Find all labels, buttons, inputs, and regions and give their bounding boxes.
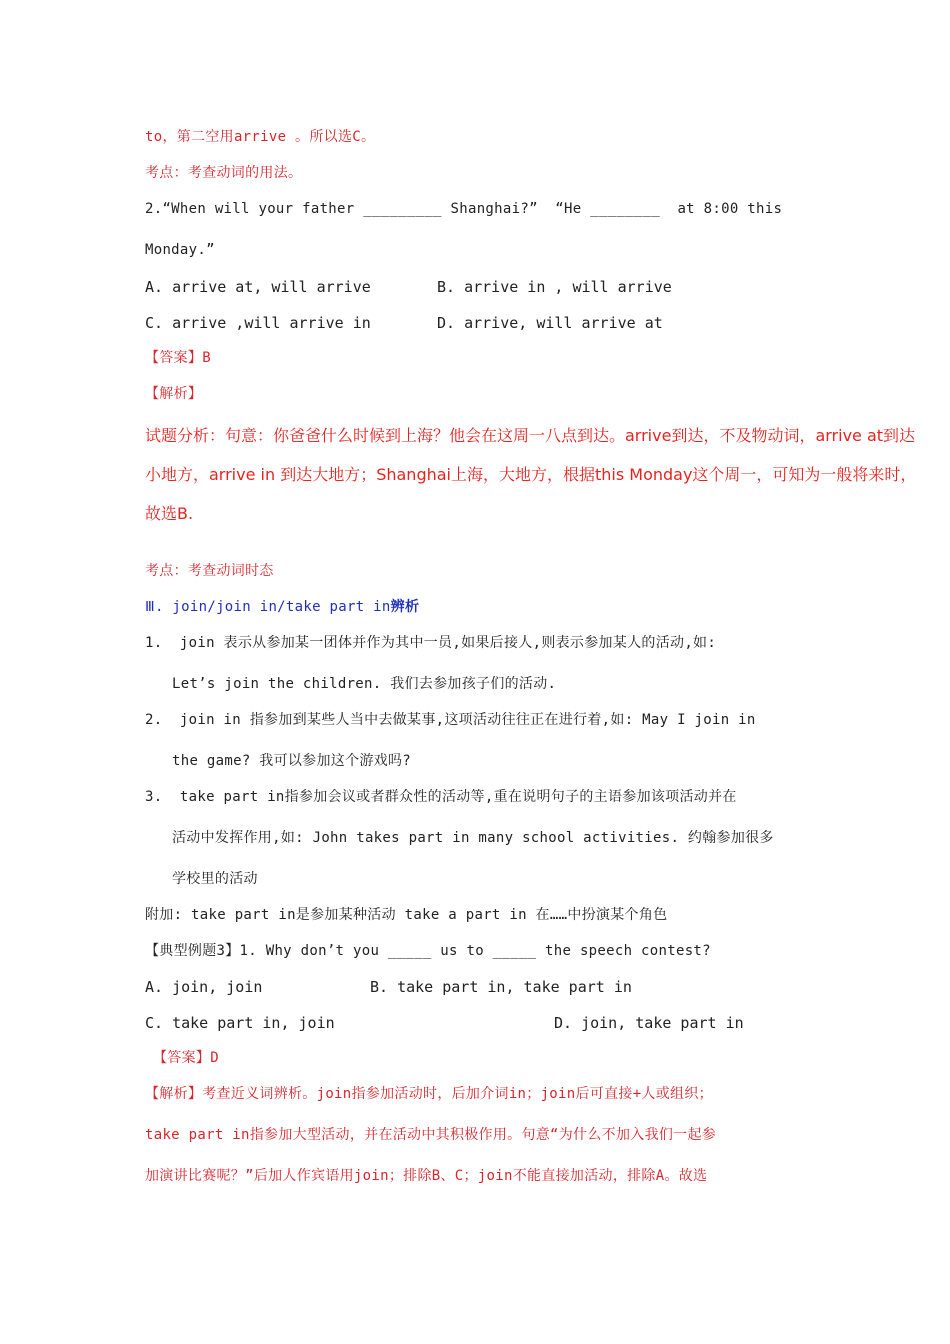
ex3-option-a: A. join, join — [145, 978, 263, 996]
analysis-2-label: 【解析】 — [145, 1086, 203, 1102]
point-3: 3. take part in指参加会议或者群众性的活动等,重在说明句子的主语参加该项活动并在 — [145, 789, 737, 805]
option-d: D. arrive, will arrive at — [437, 314, 663, 332]
example-3: 【典型例题3】1. Why don’t you _____ us to _____ the speech contest? — [145, 943, 711, 959]
answer-label-2: 【答案】D — [153, 1050, 219, 1066]
kaodian-line: 考点：考查动词的用法。 — [145, 165, 303, 181]
analysis-2-line-2: take part in指参加大型活动，并在活动中其积极作用。句意“为什么不加入我们一起参 — [145, 1127, 717, 1143]
text-line: to，第二空用arrive 。所以选C。 — [145, 129, 376, 145]
section-3-heading — [145, 597, 419, 617]
point-1-example: Let’s join the children. 我们去参加孩子们的活动. — [172, 676, 557, 692]
question-2: 2.“When will your father _________ Shanghai?” “He ________ at 8:00 this — [145, 201, 783, 217]
analysis-2-line-1 — [145, 1084, 713, 1104]
section-3-number: Ⅲ. — [145, 599, 173, 615]
analysis-2-line-3: 加演讲比赛呢？”后加人作宾语用join；排除B、C；join不能直接加活动，排除A。故选 — [145, 1168, 708, 1184]
point-1: 1. join 表示从参加某一团体并作为其中一员,如果后接人,则表示参加某人的活动,如: — [145, 635, 717, 651]
analysis-2-text-1: 考查近义词辨析。join指参加活动时，后加介词in；join后可直接+人或组织； — [202, 1086, 713, 1102]
option-a: A. arrive at, will arrive — [145, 278, 371, 296]
ex3-option-d: D. join, take part in — [554, 1014, 744, 1032]
point-3-cont-2: 学校里的活动 — [172, 871, 258, 887]
ex3-option-c: C. take part in, join — [145, 1014, 335, 1032]
analysis-label: 【解析】 — [145, 386, 203, 402]
point-2-example: the game? 我可以参加这个游戏吗? — [172, 753, 412, 769]
option-b: B. arrive in , will arrive — [437, 278, 672, 296]
point-2: 2. join in 指参加到某些人当中去做某事,这项活动往往正在进行着,如: May I join in — [145, 712, 756, 728]
appendix-line: 附加: take part in是参加某种活动 take a part in 在……中扮演某个角色 — [145, 907, 668, 923]
kaodian-line-2: 考点：考查动词时态 — [145, 563, 274, 579]
point-3-cont: 活动中发挥作用,如: John takes part in many school activities. 约翰参加很多 — [172, 830, 774, 846]
option-c: C. arrive ,will arrive in — [145, 314, 371, 332]
question-2-cont: Monday.” — [145, 242, 215, 258]
analysis-paragraph: 试题分析：句意：你爸爸什么时候到上海？他会在这周一八点到达。arrive到达，不及物动词，arrive at到达小地方，arrive in 到达大地方；Shanghai上海，大地方，根据this Monday这个周一，可知为一般将来时，故选B. — [145, 426, 917, 523]
ex3-option-b: B. take part in, take part in — [370, 978, 632, 996]
answer-label: 【答案】B — [145, 350, 211, 366]
section-3-words: join/join in/take part in — [172, 599, 391, 615]
section-3-title: 辨析 — [390, 599, 420, 615]
